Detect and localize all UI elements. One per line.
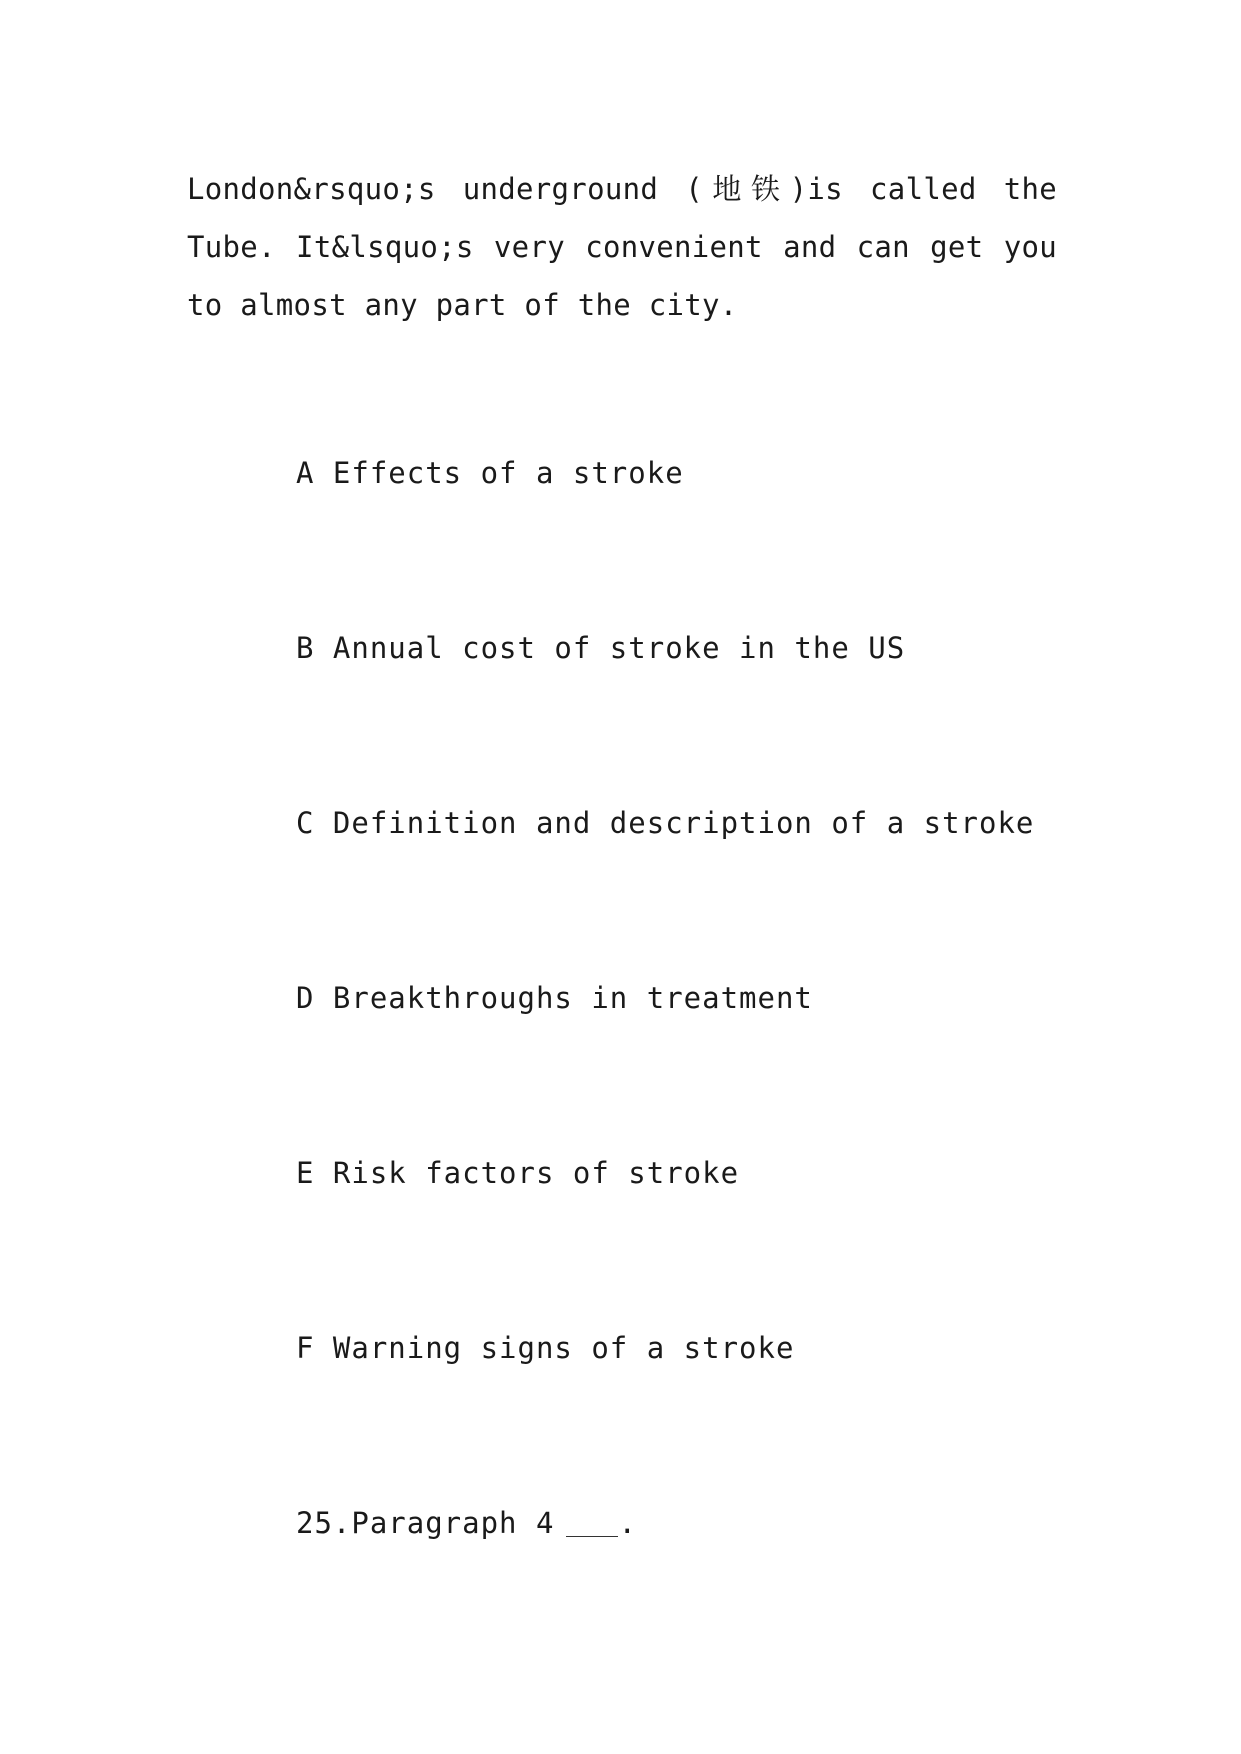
option-c: C Definition and description of a stroke	[296, 806, 1035, 840]
intro-paragraph: London&rsquo;s underground (地铁)is called the Tube. It&lsquo;s very convenient and can get you to almost any part of the city.	[187, 172, 1057, 322]
option-b: B Annual cost of stroke in the US	[296, 631, 906, 665]
question-line	[296, 1506, 637, 1541]
option-a: A Effects of a stroke	[296, 456, 684, 490]
question-text: 25.Paragraph 4	[296, 1506, 555, 1540]
option-d: D Breakthroughs in treatment	[296, 981, 813, 1015]
option-f: F Warning signs of a stroke	[296, 1331, 795, 1365]
answer-blank	[566, 1502, 618, 1537]
question-end: .	[618, 1506, 637, 1540]
option-e: E Risk factors of stroke	[296, 1156, 740, 1190]
